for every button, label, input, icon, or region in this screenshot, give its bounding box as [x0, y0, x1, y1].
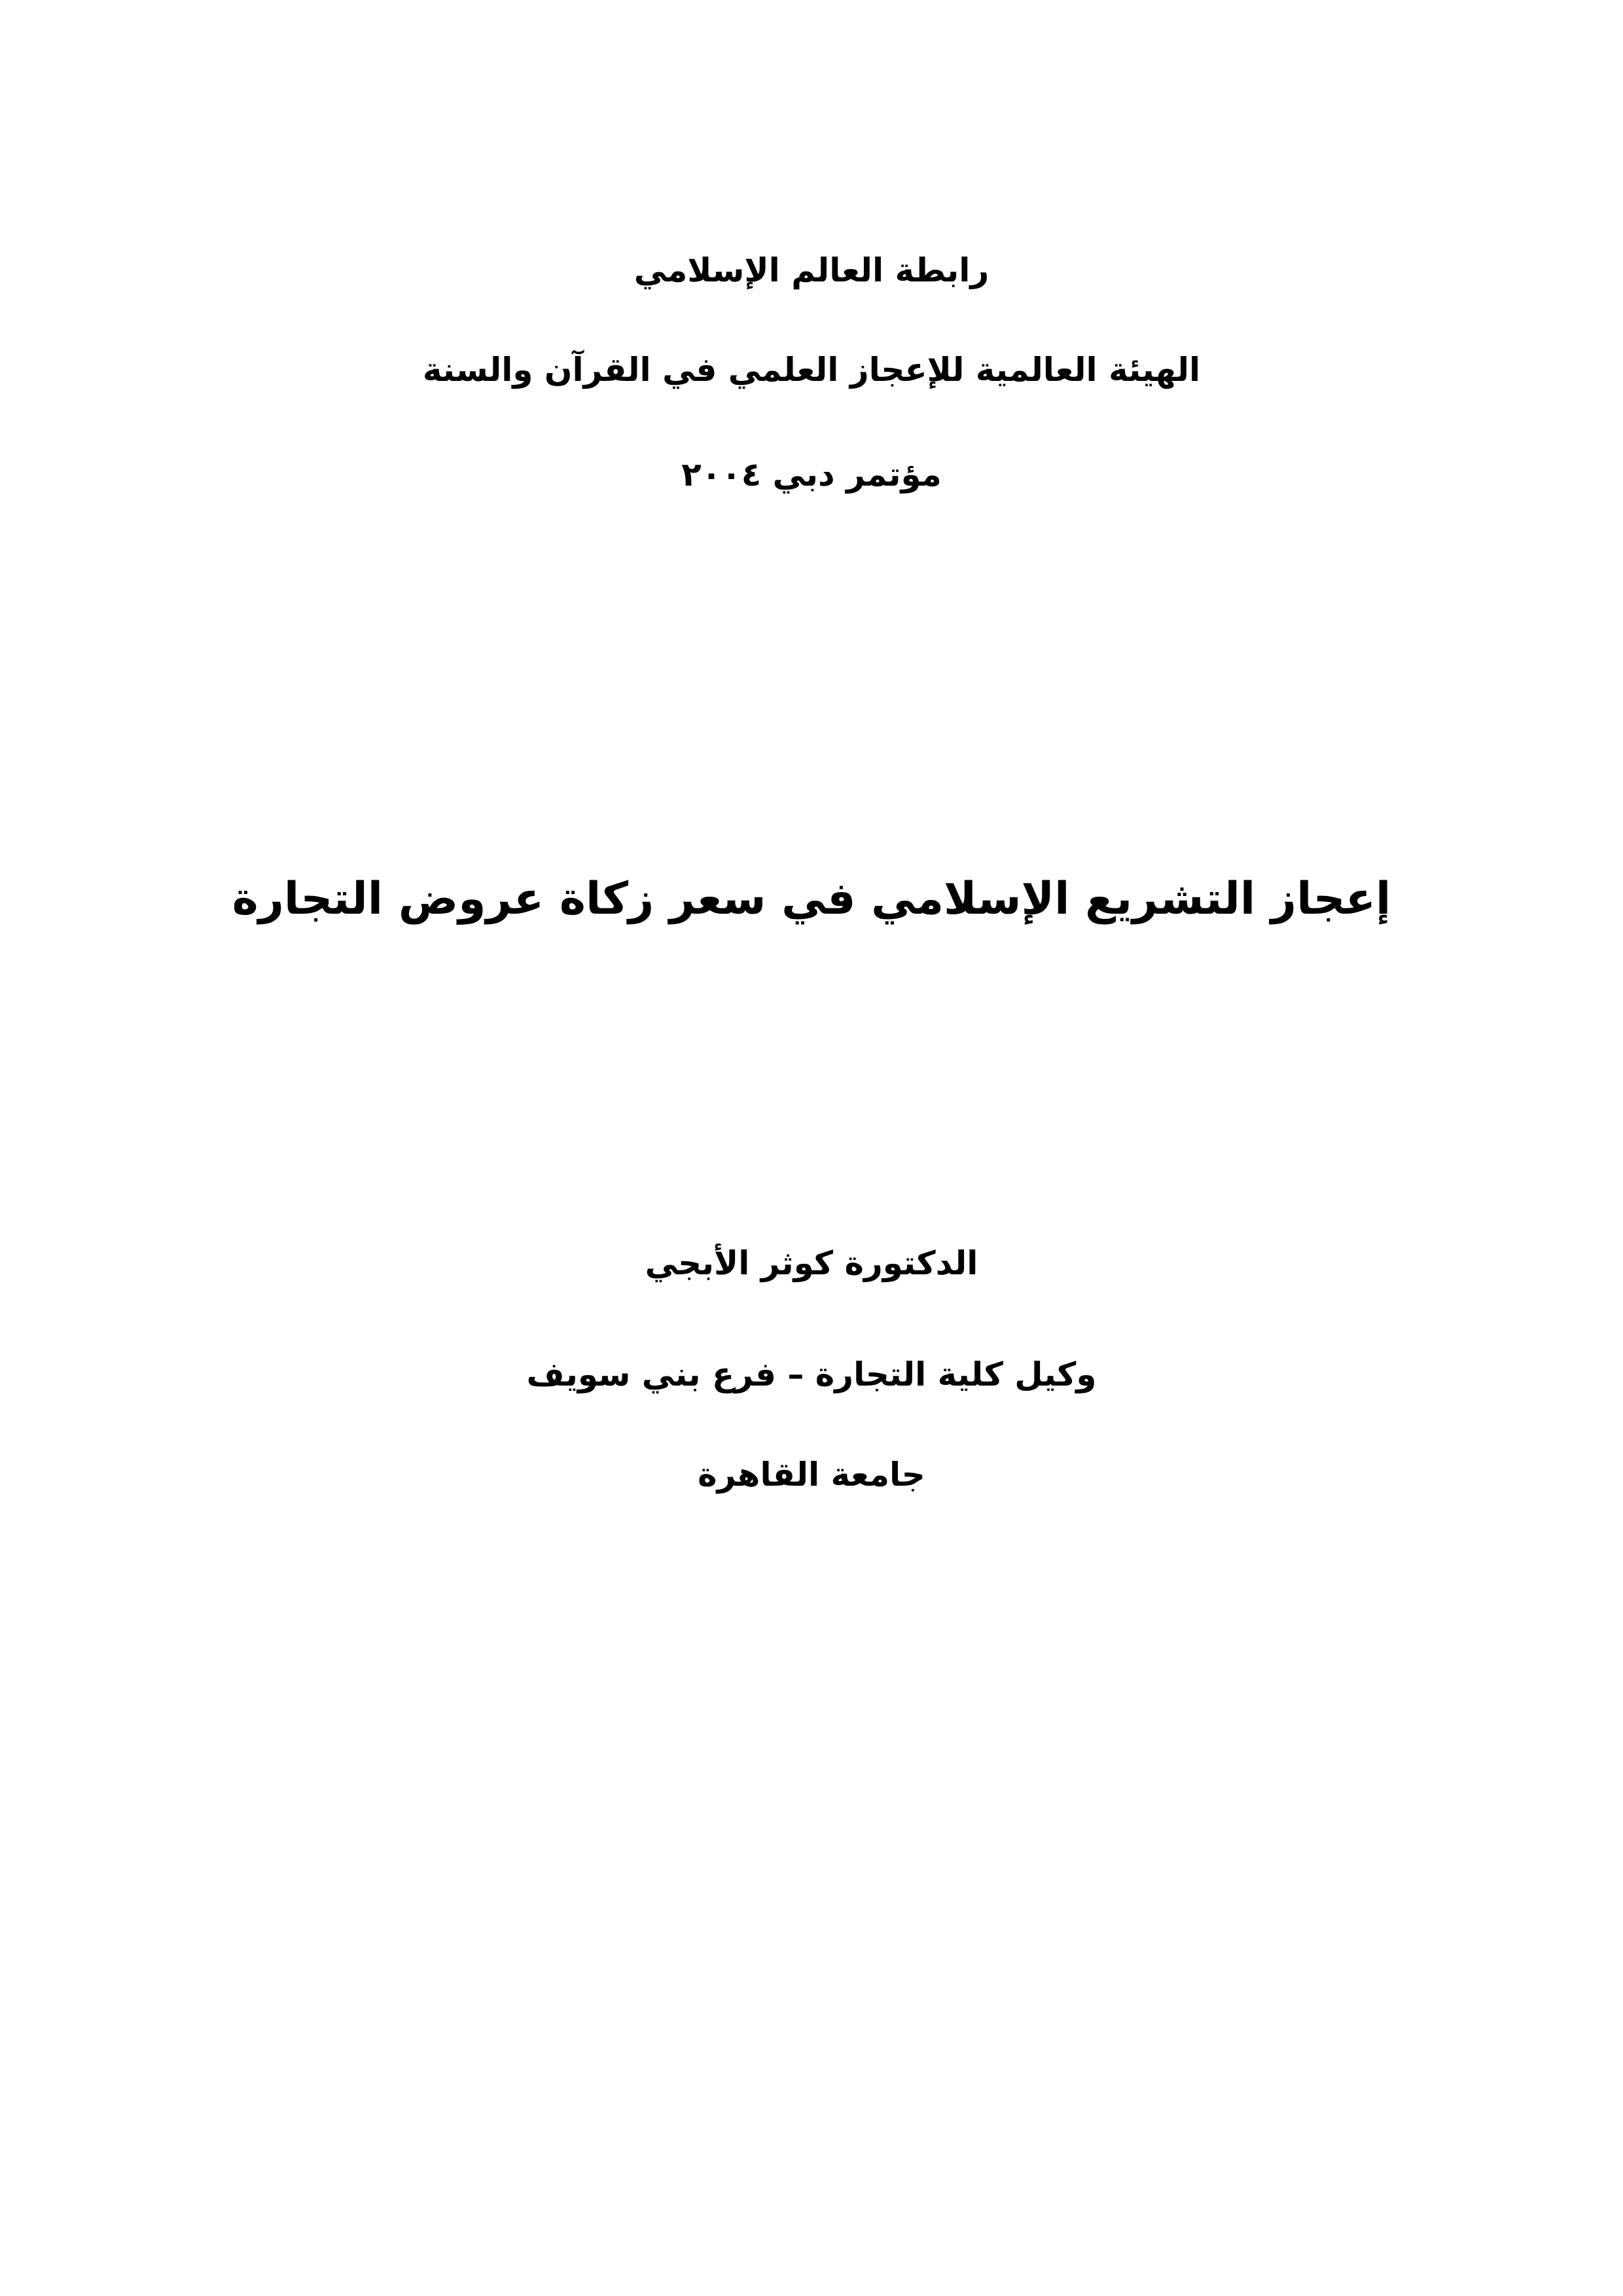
conference-name: مؤتمر دبي ٢٠٠٤	[681, 456, 942, 493]
author-name: الدكتورة كوثر الأبجي	[645, 1244, 978, 1282]
author-university: جامعة القاهرة	[698, 1456, 925, 1494]
committee-name: الهيئة العالمية للإعجاز العلمي في القرآن والسنة	[422, 351, 1201, 389]
author-position: وكيل كلية التجارة – فرع بني سويف	[526, 1355, 1097, 1393]
organization-name: رابطة العالم الإسلامي	[633, 251, 990, 289]
document-title: إعجاز التشريع الإسلامي في سعر زكاة عروض التجارة	[232, 873, 1391, 925]
